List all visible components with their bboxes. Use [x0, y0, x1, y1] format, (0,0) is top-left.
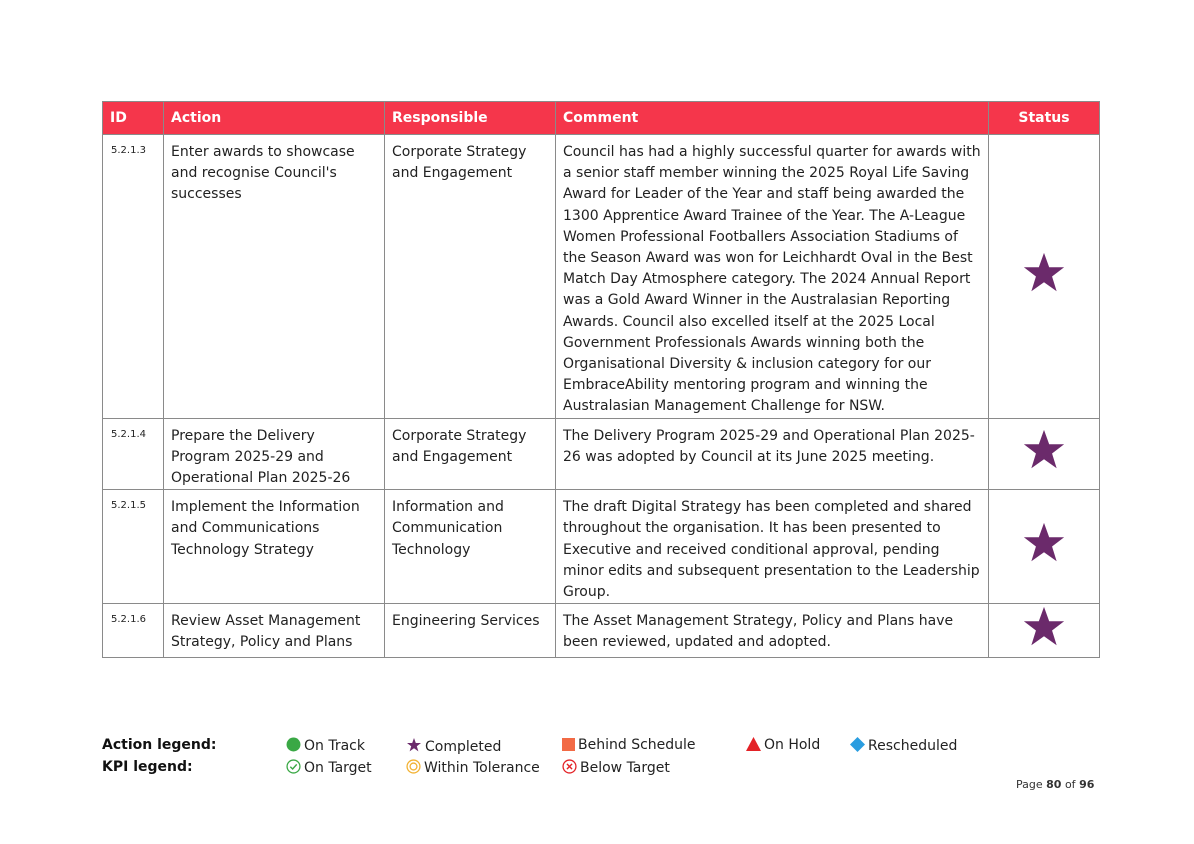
purple-star-icon	[406, 737, 422, 753]
table-row	[103, 604, 1100, 658]
x-circle-icon	[562, 759, 577, 774]
orange-square-icon	[562, 738, 575, 751]
target-circle-icon	[406, 759, 421, 774]
table-row	[103, 490, 1100, 604]
completed-star-icon	[1021, 250, 1067, 303]
row-comment: The Delivery Program 2025-29 and Operational Plan 2025-26 was adopted by Council at its June 2025 meeting.	[556, 418, 989, 490]
header-responsible: Responsible	[385, 102, 556, 135]
green-circle-icon	[286, 737, 301, 752]
completed-star-icon	[1021, 520, 1067, 573]
row-responsible: Engineering Services	[385, 604, 556, 658]
header-status: Status	[989, 102, 1100, 135]
row-comment: The Asset Management Strategy, Policy and Plans have been reviewed, updated and adopted.	[556, 604, 989, 658]
row-responsible: Information and Communication Technology	[385, 490, 556, 604]
legend-on-hold-label: On Hold	[764, 737, 821, 753]
row-comment: The draft Digital Strategy has been completed and shared throughout the organisation. It has been presented to Executive and received conditional approval, pending minor edits and subsequent presentation to the Leadership Group.	[556, 490, 989, 604]
row-action: Review Asset Management Strategy, Policy and Plans	[164, 604, 385, 658]
completed-star-icon	[1021, 427, 1067, 480]
row-responsible: Corporate Strategy and Engagement	[385, 135, 556, 419]
legend-below-target-label: Below Target	[580, 760, 670, 776]
legend-within-tolerance	[406, 759, 540, 776]
table-header-row	[103, 102, 1100, 135]
red-triangle-icon	[746, 737, 761, 751]
header-comment: Comment	[556, 102, 989, 135]
page-prefix: Page	[1016, 778, 1043, 791]
action-legend-label: Action legend:	[102, 737, 217, 753]
table-row	[103, 135, 1100, 419]
page-current: 80	[1046, 778, 1062, 791]
legend-completed-label: Completed	[425, 739, 502, 755]
row-status	[989, 490, 1100, 604]
kpi-legend-label: KPI legend:	[102, 759, 193, 775]
row-id: 5.2.1.3	[103, 135, 164, 419]
row-status	[989, 418, 1100, 490]
legend-rescheduled	[850, 737, 957, 754]
row-action: Implement the Information and Communications Technology Strategy	[164, 490, 385, 604]
row-id: 5.2.1.4	[103, 418, 164, 490]
page-total: 96	[1079, 778, 1095, 791]
row-action: Enter awards to showcase and recognise Council's successes	[164, 135, 385, 419]
row-status	[989, 604, 1100, 658]
page-of: of	[1064, 778, 1076, 791]
legend-completed	[406, 737, 501, 755]
legend-on-track	[286, 737, 365, 754]
completed-star-icon	[1021, 604, 1067, 657]
legend-below-target	[562, 759, 670, 776]
row-id: 5.2.1.6	[103, 604, 164, 658]
page-number	[1016, 778, 1094, 791]
legend-rescheduled-label: Rescheduled	[868, 738, 958, 754]
legend-behind-schedule-label: Behind Schedule	[578, 737, 696, 753]
legend-on-target-label: On Target	[304, 760, 372, 776]
row-action: Prepare the Delivery Program 2025-29 and Operational Plan 2025-26	[164, 418, 385, 490]
row-id: 5.2.1.5	[103, 490, 164, 604]
header-action: Action	[164, 102, 385, 135]
table-row	[103, 418, 1100, 490]
legend-on-hold	[746, 737, 820, 753]
header-id: ID	[103, 102, 164, 135]
legend-within-tolerance-label: Within Tolerance	[424, 760, 540, 776]
blue-diamond-icon	[850, 737, 865, 752]
legend-on-track-label: On Track	[304, 738, 365, 754]
check-circle-icon	[286, 759, 301, 774]
row-responsible: Corporate Strategy and Engagement	[385, 418, 556, 490]
legend-on-target	[286, 759, 372, 776]
row-status	[989, 135, 1100, 419]
legend-behind-schedule	[562, 737, 696, 753]
row-comment: Council has had a highly successful quarter for awards with a senior staff member winning the 2025 Royal Life Saving Award for Leader of the Year and staff being awarded the 1300 Apprentice Award Trainee of the Year. The A-League Women Professional Footballers Association Stadiums of the Season Award was won for Leichhardt Oval in the Best Match Day Atmosphere category. The 2024 Annual Report was a Gold Award Winner in the Australasian Reporting Awards. Council also excelled itself at the 2025 Local Government Professionals Awards winning both the Organisational Diversity & inclusion category for our EmbraceAbility mentoring program and winning the Australasian Management Challenge for NSW.	[556, 135, 989, 419]
actions-table	[102, 101, 1100, 658]
